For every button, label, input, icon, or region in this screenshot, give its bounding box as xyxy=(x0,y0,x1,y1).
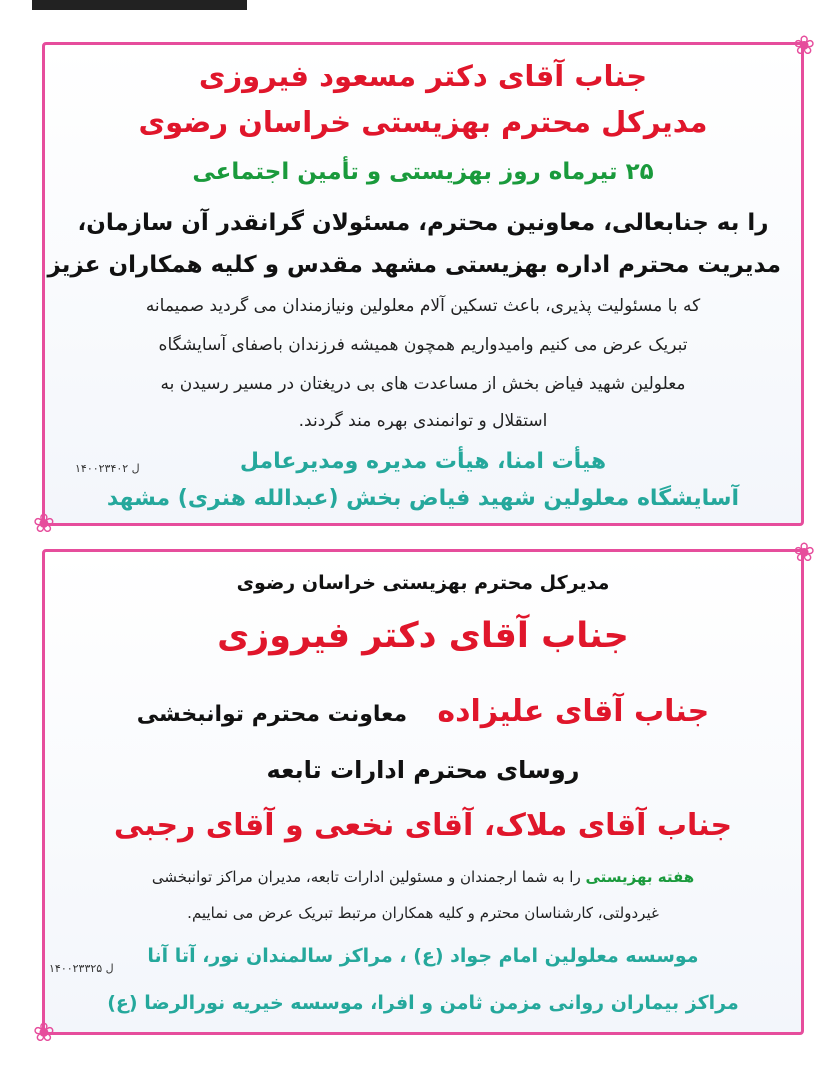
congratulation-card-2 xyxy=(33,538,815,1048)
card2-body-line2: غیردولتی، کارشناسان محترم و کلیه همکاران مرتبط تبریک عرض می نماییم. xyxy=(187,904,659,922)
pink-ornament-icon: ❀ xyxy=(793,538,815,568)
card2-deputy-row xyxy=(65,694,781,729)
card2-body-line1 xyxy=(65,868,781,886)
card2-body-text1: را به شما ارجمندان و مسئولین ادارات تابعه، مدیران مراکز توانبخشی xyxy=(151,868,586,886)
card1-occasion: ۲۵ تیرماه روز بهزیستی و تأمین اجتماعی xyxy=(192,159,654,185)
card2-heading: مدیرکل محترم بهزیستی خراسان رضوی xyxy=(236,572,610,594)
card1-body-line4: استقلال و توانمندی بهره مند گردند. xyxy=(298,411,548,431)
card1-signature-line2: آسایشگاه معلولین شهید فیاض بخش (عبدالله هنری) مشهد xyxy=(106,486,740,511)
card2-deputy-label: معاونت محترم توانبخشی xyxy=(136,702,408,727)
card2-heads-label: روسای محترم ادارات تابعه xyxy=(266,756,580,784)
card1-signature-line1: هیأت امنا، هیأت مدیره ومدیرعامل xyxy=(239,449,607,474)
pink-ornament-icon: ❀ xyxy=(793,31,815,61)
card1-body-line1: که با مسئولیت پذیری، باعث تسکین آلام معلولین ونیازمندان می گردید صمیمانه xyxy=(145,296,701,316)
card1-ad-code: ۱۴۰۰۲۳۴۰۲ ل xyxy=(75,462,140,475)
card2-deputy-name: جناب آقای علیزاده xyxy=(437,694,710,729)
congratulation-card-1 xyxy=(33,31,815,539)
card1-body-line2: تبریک عرض می کنیم وامیدواریم همچون همیشه فرزندان باصفای آسایشگاه xyxy=(158,335,688,355)
card1-title-name: جناب آقای دکتر مسعود فیروزی xyxy=(198,59,648,93)
card1-body-line3: معلولین شهید فیاض بخش از مساعدت های بی دریغتان در مسیر رسیدن به xyxy=(160,374,686,394)
top-image-strip xyxy=(32,0,247,10)
card2-name-director: جناب آقای دکتر فیروزی xyxy=(217,616,629,656)
pink-ornament-icon: ❀ xyxy=(33,1018,55,1048)
card2-heads-names: جناب آقای ملاک، آقای نخعی و آقای رجبی xyxy=(113,808,733,843)
card2-signature-line2: مراکز بیماران روانی مزمن ثامن و افرا، موسسه خیریه نورالرضا (ع) xyxy=(107,992,739,1014)
card1-title-position: مدیرکل محترم بهزیستی خراسان رضوی xyxy=(138,105,708,139)
card2-body-highlight: هفته بهزیستی xyxy=(585,868,695,886)
card2-ad-code: ۱۴۰۰۲۳۳۲۵ ل xyxy=(49,962,114,975)
pink-ornament-icon: ❀ xyxy=(33,509,55,539)
card1-recipients-line2: مدیریت محترم اداره بهزیستی مشهد مقدس و کلیه همکاران عزیز xyxy=(47,252,781,278)
card1-recipients-line1: را به جنابعالی، معاونین محترم، مسئولان گرانقدر آن سازمان، xyxy=(77,210,769,236)
card2-signature-line1: موسسه معلولین امام جواد (ع) ، مراکز سالمندان نور، آتا آنا xyxy=(147,945,699,967)
